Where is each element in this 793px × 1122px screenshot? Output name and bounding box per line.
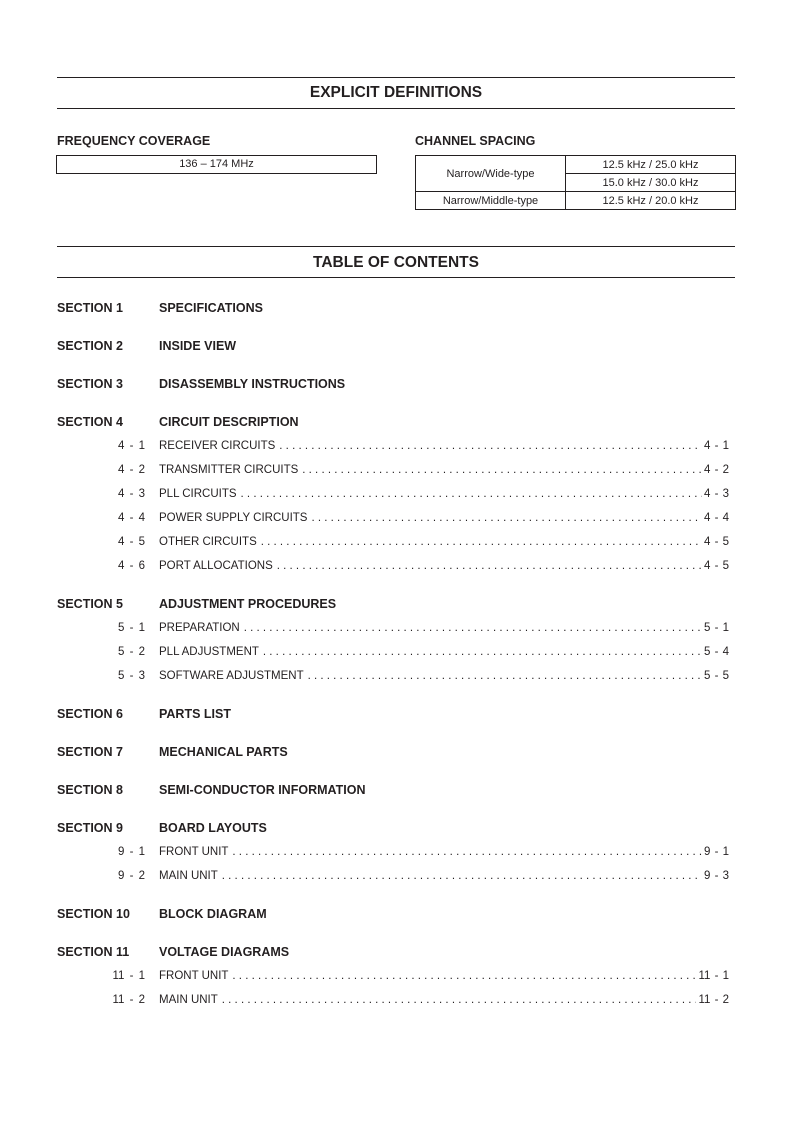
- toc-title: TABLE OF CONTENTS: [313, 254, 479, 271]
- toc-entry-title: PLL CIRCUITS: [159, 488, 237, 500]
- toc-entry-page: 5 - 5: [703, 670, 729, 682]
- toc-entry-number: 5 - 2: [117, 646, 145, 658]
- table-row: [416, 192, 736, 210]
- toc-entry-title: OTHER CIRCUITS: [159, 536, 257, 548]
- spacing-value-cell: 12.5 kHz / 25.0 kHz: [566, 156, 736, 174]
- toc-section-label: SECTION 6: [57, 707, 123, 721]
- toc-entry-page: 9 - 1: [703, 846, 729, 858]
- dot-leader: [244, 622, 702, 634]
- dot-leader: [232, 846, 702, 858]
- toc-entry-number: 4 - 4: [117, 512, 145, 524]
- toc-section-label: SECTION 8: [57, 783, 123, 797]
- toc-entry-title: TRANSMITTER CIRCUITS: [159, 464, 299, 476]
- toc-entry-number: 11 - 1: [112, 970, 145, 982]
- toc-section-title[interactable]: MECHANICAL PARTS: [159, 745, 288, 759]
- toc-entry[interactable]: [57, 994, 729, 1009]
- dot-leader: [222, 870, 702, 882]
- toc-section-title[interactable]: SPECIFICATIONS: [159, 301, 263, 315]
- definitions-rule: [57, 108, 735, 109]
- toc-entry[interactable]: [57, 536, 729, 551]
- toc-entry-page: 11 - 2: [698, 994, 729, 1006]
- toc-entry-title: PLL ADJUSTMENT: [159, 646, 259, 658]
- toc-entry[interactable]: [57, 846, 729, 861]
- spacing-value-cell: 15.0 kHz / 30.0 kHz: [566, 174, 736, 192]
- toc-section-label: SECTION 4: [57, 415, 123, 429]
- toc-section-label: SECTION 7: [57, 745, 123, 759]
- toc-entry-title: RECEIVER CIRCUITS: [159, 440, 276, 452]
- dot-leader: [302, 464, 702, 476]
- toc-section-title[interactable]: VOLTAGE DIAGRAMS: [159, 945, 290, 959]
- toc-entry-title: POWER SUPPLY CIRCUITS: [159, 512, 308, 524]
- toc-entry-page: 4 - 3: [703, 488, 729, 500]
- channel-spacing-label: CHANNEL SPACING: [415, 134, 536, 148]
- definitions-title: EXPLICIT DEFINITIONS: [309, 84, 483, 101]
- toc-entry-page: 4 - 4: [703, 512, 729, 524]
- dot-leader: [222, 994, 697, 1006]
- toc-section-label: SECTION 11: [57, 945, 130, 959]
- toc-section-label: SECTION 2: [57, 339, 123, 353]
- toc-entry-title: FRONT UNIT: [159, 846, 229, 858]
- toc-section-label: SECTION 9: [57, 821, 123, 835]
- toc-section-title[interactable]: BOARD LAYOUTS: [159, 821, 267, 835]
- toc-entry-page: 4 - 1: [703, 440, 729, 452]
- toc-entry-title: FRONT UNIT: [159, 970, 229, 982]
- toc-entry-title: PREPARATION: [159, 622, 240, 634]
- toc-entry[interactable]: [57, 512, 729, 527]
- toc-entry[interactable]: [57, 440, 729, 455]
- toc-top-rule: [57, 246, 735, 247]
- toc-section-title[interactable]: BLOCK DIAGRAM: [159, 907, 267, 921]
- toc-entry-title: SOFTWARE ADJUSTMENT: [159, 670, 304, 682]
- dot-leader: [263, 646, 702, 658]
- spacing-type-cell: Narrow/Wide-type: [416, 156, 566, 192]
- toc-entry-page: 5 - 4: [703, 646, 729, 658]
- toc-entry-number: 5 - 3: [117, 670, 145, 682]
- table-row: [416, 156, 736, 174]
- dot-leader: [232, 970, 696, 982]
- toc-entry-title: MAIN UNIT: [159, 870, 218, 882]
- toc-entry-number: 5 - 1: [117, 622, 145, 634]
- toc-entry-number: 4 - 6: [117, 560, 145, 572]
- dot-leader: [261, 536, 702, 548]
- toc-entry-page: 11 - 1: [698, 970, 729, 982]
- toc-entry-page: 5 - 1: [703, 622, 729, 634]
- toc-entry[interactable]: [57, 870, 729, 885]
- dot-leader: [308, 670, 702, 682]
- dot-leader: [277, 560, 702, 572]
- toc-entry[interactable]: [57, 970, 729, 985]
- toc-section-title[interactable]: PARTS LIST: [159, 707, 231, 721]
- toc-entry-number: 4 - 1: [117, 440, 145, 452]
- toc-entry-title: PORT ALLOCATIONS: [159, 560, 273, 572]
- toc-entry[interactable]: [57, 560, 729, 575]
- toc-entry[interactable]: [57, 622, 729, 637]
- spacing-value-cell: 12.5 kHz / 20.0 kHz: [566, 192, 736, 210]
- frequency-coverage-label: FREQUENCY COVERAGE: [57, 134, 211, 148]
- toc-section-title[interactable]: DISASSEMBLY INSTRUCTIONS: [159, 377, 346, 391]
- spacing-type-cell: Narrow/Middle-type: [416, 192, 566, 210]
- toc-section-label: SECTION 5: [57, 597, 123, 611]
- toc-entry-page: 4 - 5: [703, 536, 729, 548]
- toc-section-label: SECTION 1: [57, 301, 123, 315]
- toc-entry-page: 4 - 2: [703, 464, 729, 476]
- top-rule: [57, 77, 735, 78]
- toc-entry[interactable]: [57, 646, 729, 661]
- toc-entry-page: 4 - 5: [703, 560, 729, 572]
- toc-entry-number: 11 - 2: [112, 994, 145, 1006]
- toc-section-title[interactable]: ADJUSTMENT PROCEDURES: [159, 597, 337, 611]
- dot-leader: [279, 440, 702, 452]
- channel-spacing-table: [415, 155, 736, 210]
- dot-leader: [311, 512, 702, 524]
- toc-section-title[interactable]: SEMI-CONDUCTOR INFORMATION: [159, 783, 366, 797]
- toc-entry-number: 4 - 2: [117, 464, 145, 476]
- toc-entry[interactable]: [57, 464, 729, 479]
- dot-leader: [241, 488, 702, 500]
- toc-section-label: SECTION 3: [57, 377, 123, 391]
- toc-entry-number: 9 - 2: [117, 870, 145, 882]
- toc-entry-title: MAIN UNIT: [159, 994, 218, 1006]
- toc-entry-number: 9 - 1: [117, 846, 145, 858]
- toc-entry-number: 4 - 5: [117, 536, 145, 548]
- toc-section-title[interactable]: CIRCUIT DESCRIPTION: [159, 415, 299, 429]
- toc-rule: [57, 277, 735, 278]
- toc-entry[interactable]: [57, 488, 729, 503]
- toc-section-label: SECTION 10: [57, 907, 130, 921]
- toc-section-title[interactable]: INSIDE VIEW: [159, 339, 237, 353]
- toc-entry-page: 9 - 3: [703, 870, 729, 882]
- frequency-coverage-value: 136 – 174 MHz: [56, 155, 377, 174]
- toc-entry-number: 4 - 3: [117, 488, 145, 500]
- toc-entry[interactable]: [57, 670, 729, 685]
